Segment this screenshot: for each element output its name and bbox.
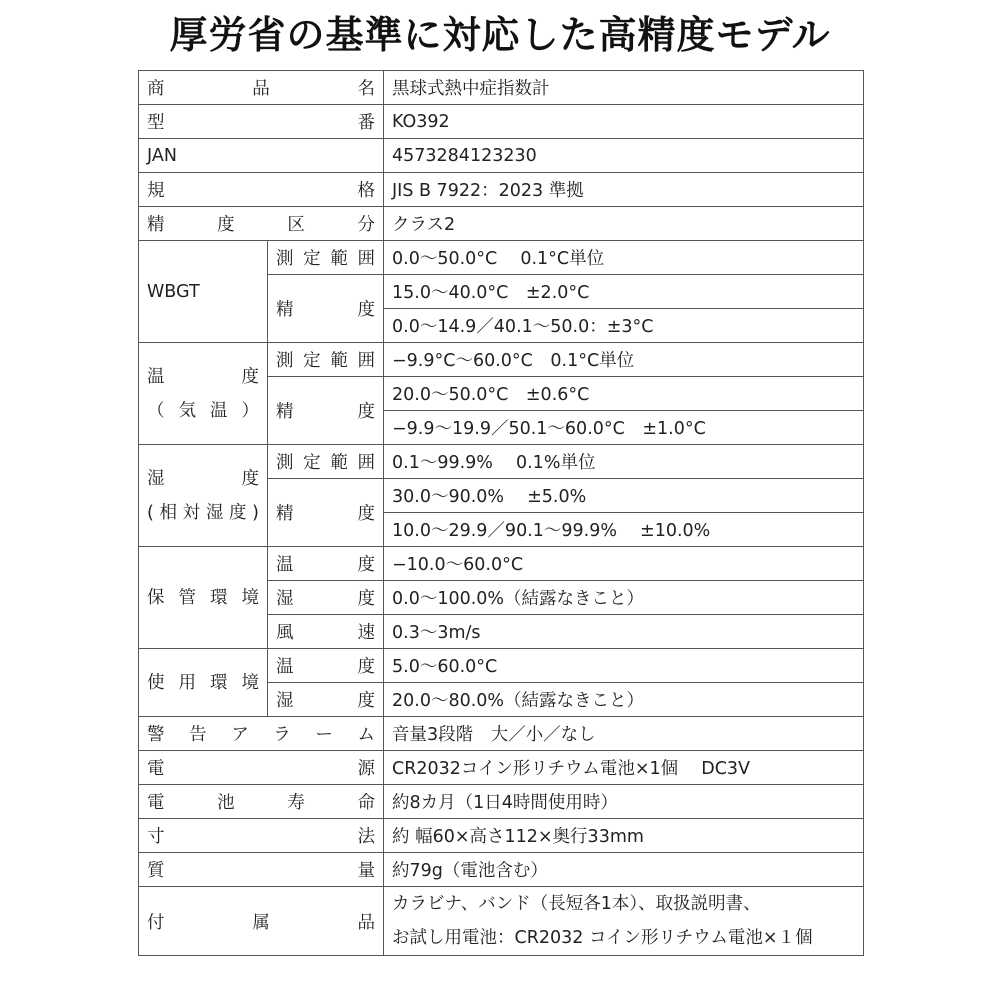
table-row — [139, 649, 864, 683]
table-row — [139, 71, 864, 105]
row-value-jan: 4573284123230 — [384, 139, 864, 173]
group-label-line: （気温） — [147, 400, 259, 421]
table-row — [139, 241, 864, 275]
row-label-product-name: 商品名 — [139, 71, 384, 105]
value-temperature-accuracy-1: 20.0〜50.0°C ±0.6°C — [384, 377, 864, 411]
value-wbgt-accuracy-2: 0.0〜14.9／40.1〜50.0：±3°C — [384, 309, 864, 343]
value-usage-temp: 5.0〜60.0°C — [384, 649, 864, 683]
value-temperature-range: −9.9°C〜60.0°C 0.1°C単位 — [384, 343, 864, 377]
row-label-alarm: 警告アラーム — [139, 717, 384, 751]
sublabel-usage-temp: 温度 — [268, 649, 384, 683]
group-label-line: (相対湿度) — [147, 502, 259, 523]
table-row — [139, 173, 864, 207]
group-label-line: 湿度 — [147, 468, 259, 489]
sublabel-usage-humidity: 湿度 — [268, 683, 384, 717]
row-label-battery-life: 電池寿命 — [139, 785, 384, 819]
row-label-power: 電源 — [139, 751, 384, 785]
row-value-dimensions: 約 幅60×高さ112×奥行33mm — [384, 819, 864, 853]
group-label-wbgt: WBGT — [139, 241, 268, 343]
group-label-temperature — [139, 343, 268, 445]
value-humidity-accuracy-2: 10.0〜29.9／90.1〜99.9% ±10.0% — [384, 513, 864, 547]
group-label-usage-env: 使用環境 — [139, 649, 268, 717]
table-row — [139, 717, 864, 751]
spec-table — [138, 70, 864, 956]
row-value-accuracy-class: クラス2 — [384, 207, 864, 241]
row-label-model: 型番 — [139, 105, 384, 139]
value-wbgt-range: 0.0〜50.0°C 0.1°C単位 — [384, 241, 864, 275]
value-storage-wind: 0.3〜3m/s — [384, 615, 864, 649]
value-temperature-accuracy-2: −9.9〜19.9／50.1〜60.0°C ±1.0°C — [384, 411, 864, 445]
value-storage-temp: −10.0〜60.0°C — [384, 547, 864, 581]
row-label-accessories: 付属品 — [139, 887, 384, 956]
value-storage-humidity: 0.0〜100.0%（結露なきこと） — [384, 581, 864, 615]
value-wbgt-accuracy-1: 15.0〜40.0°C ±2.0°C — [384, 275, 864, 309]
table-row — [139, 547, 864, 581]
row-value-model: KO392 — [384, 105, 864, 139]
group-label-humidity — [139, 445, 268, 547]
table-row — [139, 785, 864, 819]
row-label-standard: 規格 — [139, 173, 384, 207]
sublabel-storage-wind: 風速 — [268, 615, 384, 649]
row-value-accessories — [384, 887, 864, 956]
table-row — [139, 343, 864, 377]
row-value-power: CR2032コイン形リチウム電池×1個 DC3V — [384, 751, 864, 785]
table-row — [139, 853, 864, 887]
sublabel-wbgt-range: 測定範囲 — [268, 241, 384, 275]
group-label-storage-env: 保管環境 — [139, 547, 268, 649]
row-label-accuracy-class: 精度区分 — [139, 207, 384, 241]
page-title: 厚労省の基準に対応した高精度モデル — [169, 13, 831, 57]
row-value-weight: 約79g（電池含む） — [384, 853, 864, 887]
table-row — [139, 887, 864, 956]
sublabel-humidity-range: 測定範囲 — [268, 445, 384, 479]
table-row — [139, 139, 864, 173]
row-label-weight: 質量 — [139, 853, 384, 887]
accessories-line: お試し用電池：CR2032 コイン形リチウム電池×１個 — [392, 928, 813, 948]
sublabel-temperature-range: 測定範囲 — [268, 343, 384, 377]
table-row — [139, 207, 864, 241]
value-usage-humidity: 20.0〜80.0%（結露なきこと） — [384, 683, 864, 717]
table-row — [139, 751, 864, 785]
sublabel-temperature-accuracy: 精度 — [268, 377, 384, 445]
sublabel-humidity-accuracy: 精度 — [268, 479, 384, 547]
sublabel-wbgt-accuracy: 精度 — [268, 275, 384, 343]
row-label-jan: JAN — [139, 139, 384, 173]
row-value-product-name: 黒球式熱中症指数計 — [384, 71, 864, 105]
sublabel-storage-humidity: 湿度 — [268, 581, 384, 615]
value-humidity-range: 0.1〜99.9% 0.1%単位 — [384, 445, 864, 479]
table-row — [139, 819, 864, 853]
accessories-line: カラビナ、バンド（長短各1本）、取扱説明書、 — [392, 894, 761, 914]
sublabel-storage-temp: 温度 — [268, 547, 384, 581]
row-value-battery-life: 約8カ月（1日4時間使用時） — [384, 785, 864, 819]
row-value-standard: JIS B 7922：2023 準拠 — [384, 173, 864, 207]
table-row — [139, 105, 864, 139]
table-row — [139, 445, 864, 479]
value-humidity-accuracy-1: 30.0〜90.0% ±5.0% — [384, 479, 864, 513]
row-value-alarm: 音量3段階 大／小／なし — [384, 717, 864, 751]
group-label-line: 温度 — [147, 366, 259, 387]
row-label-dimensions: 寸法 — [139, 819, 384, 853]
